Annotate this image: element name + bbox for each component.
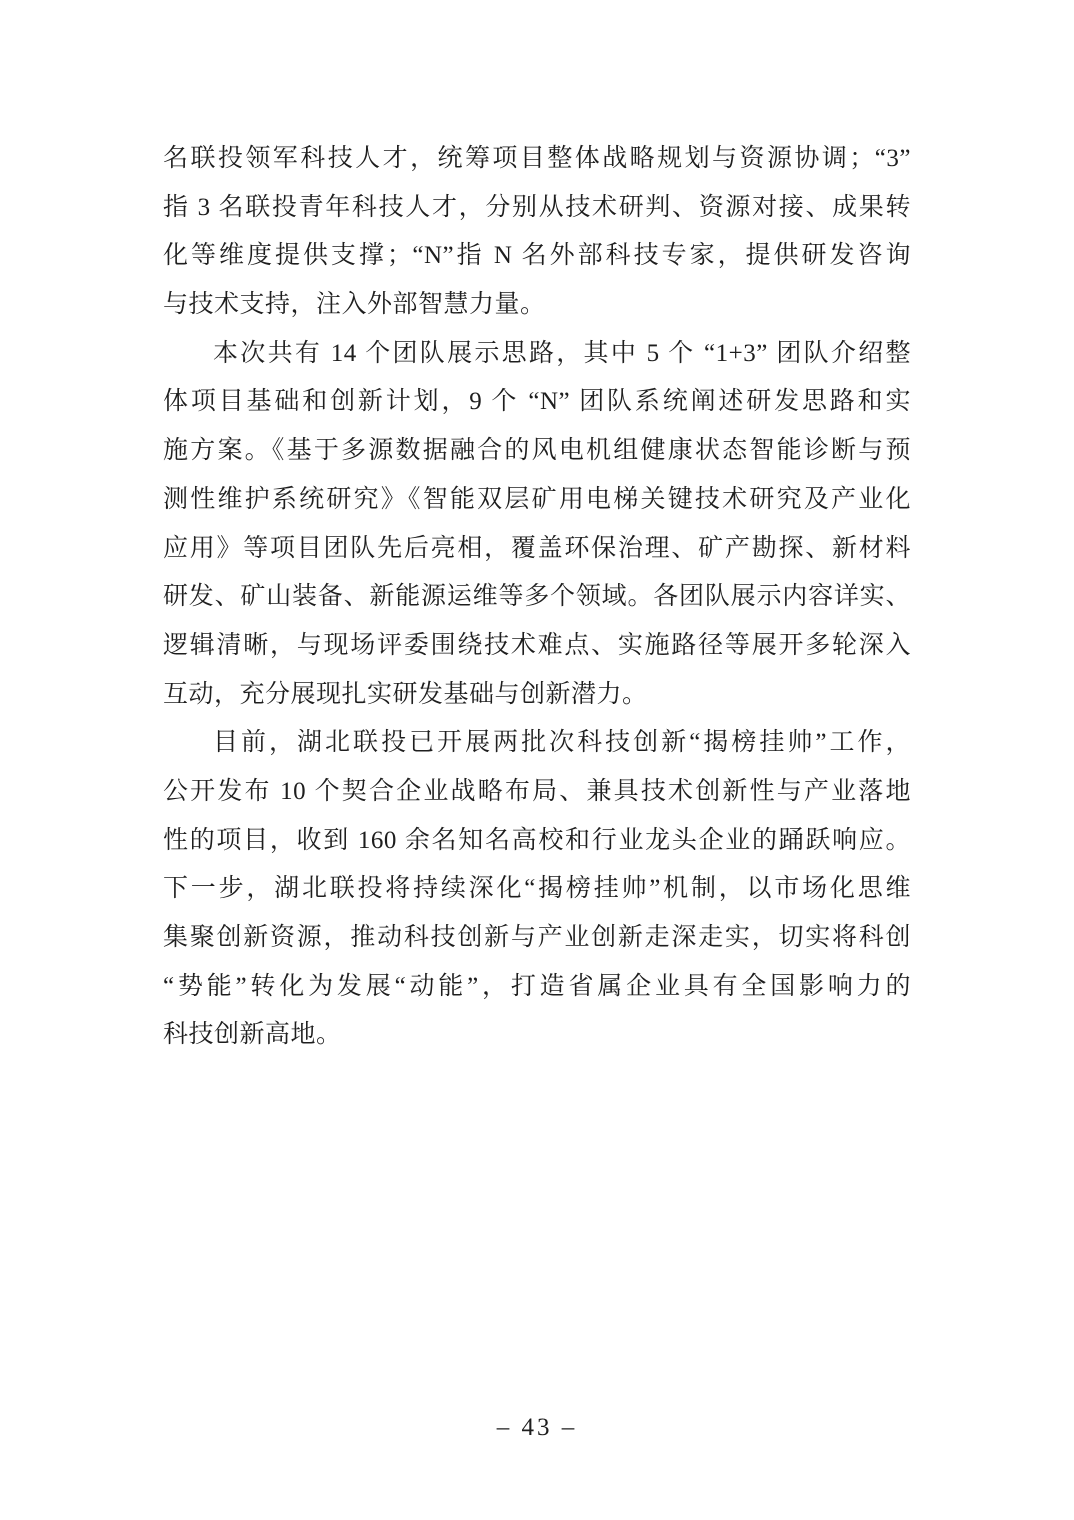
text-line: 下一步，湖北联投将持续深化“揭榜挂帅”机制，以市场化思维 xyxy=(163,875,911,903)
body-text xyxy=(163,135,911,1060)
text-line: 体项目基础和创新计划，9 个 “N” 团队系统阐述研发思路和实 xyxy=(163,388,911,416)
text-line: 化等维度提供支撑；“N”指 N 名外部科技专家，提供研发咨询 xyxy=(163,242,911,270)
paragraph xyxy=(163,719,911,1060)
text-line: “势能”转化为发展“动能”，打造省属企业具有全国影响力的 xyxy=(163,972,911,1000)
text-line: 指 3 名联投青年科技人才，分别从技术研判、资源对接、成果转 xyxy=(163,193,911,221)
paragraph xyxy=(163,135,911,330)
text-line: 研发、矿山装备、新能源运维等多个领域。各团队展示内容详实、 xyxy=(163,583,911,611)
text-line: 名联投领军科技人才，统筹项目整体战略规划与资源协调；“3” xyxy=(163,145,911,172)
text-line: 公开发布 10 个契合企业战略布局、兼具技术创新性与产业落地 xyxy=(163,777,911,805)
text-line: 与技术支持，注入外部智慧力量。 xyxy=(163,291,546,319)
text-line: 集聚创新资源，推动科技创新与产业创新走深走实，切实将科创 xyxy=(163,924,911,951)
text-line: 施方案。《基于多源数据融合的风电机组健康状态智能诊断与预 xyxy=(163,437,911,465)
text-line: 目前，湖北联投已开展两批次科技创新“揭榜挂帅”工作， xyxy=(213,729,911,757)
text-line: 互动，充分展现扎实研发基础与创新潜力。 xyxy=(163,680,648,708)
page-number: – 43 – xyxy=(496,1414,578,1441)
text-line: 逻辑清晰，与现场评委围绕技术难点、实施路径等展开多轮深入 xyxy=(163,631,911,659)
text-line: 应用》等项目团队先后亮相，覆盖环保治理、矿产勘探、新材料 xyxy=(163,534,911,562)
text-line: 科技创新高地。 xyxy=(163,1021,342,1049)
text-line: 性的项目，收到 160 余名知名高校和行业龙头企业的踊跃响应。 xyxy=(163,826,911,854)
text-line: 本次共有 14 个团队展示思路，其中 5 个 “1+3” 团队介绍整 xyxy=(213,339,911,367)
text-line: 测性维护系统研究》《智能双层矿用电梯关键技术研究及产业化 xyxy=(163,485,911,513)
paragraph xyxy=(163,330,911,720)
